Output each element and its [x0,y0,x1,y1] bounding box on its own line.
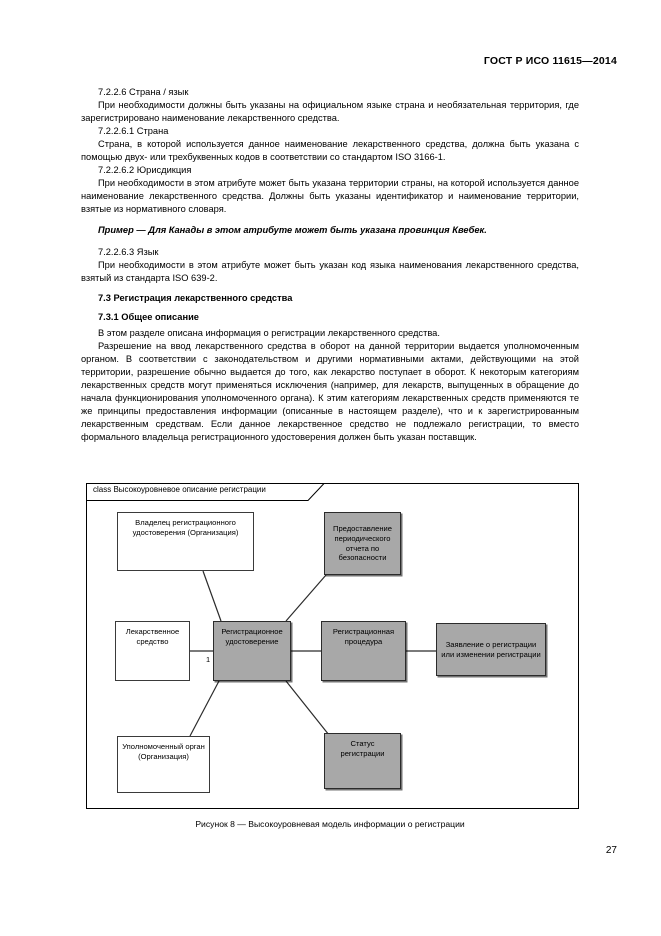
node-label: Статус регистрации [340,739,385,758]
node-medicinal-product[interactable] [115,621,190,681]
node-label: Владелец регистрационного удостоверения (Организация) [132,518,239,537]
clause-number-7-2-2-6: 7.2.2.6 Страна / язык [98,87,189,97]
node-registration-procedure[interactable] [321,621,406,681]
section-heading-7-3-1: 7.3.1 Общее описание [98,311,199,322]
paragraph-7-3-1-intro: В этом разделе описана информация о регистрации лекарственного средства. [98,327,440,338]
node-registration-application[interactable] [436,623,546,676]
node-periodic-safety-report[interactable] [324,512,401,575]
node-label: Регистрационная процедура [332,627,395,646]
page-number: 27 [605,845,617,856]
running-head: ГОСТ Р ИСО 11615—2014 [483,55,617,67]
clause-text-7-2-2-6-1: Страна, в которой используется данное наименование лекарственного средства, должна быть указана с помощью двух- или трехбуквенных кодов в соответствии со стандартом ISO 3166-1. [81,139,579,163]
clause-text-7-2-2-6-2: При необходимости в этом атрибуте может быть указана территории страны, на которой используется данное наименование лекарственного средства. Должны быть указаны идентификатор и наименование территории, взятые из нормативного словаря. [81,178,579,215]
node-label: Предоставление периодического отчета по безопасности [333,524,392,563]
paragraph-7-3-1-main: Разрешение на ввод лекарственного средства в оборот на данной территории выдается уполномоченным органом. В соответствии с законодательством и другими нормативными актами, действующими на этой территории, разрешение обычно выдается до того, как лекарство поступает в оборот. К некоторым категориям лекарственных средств могут применяться исключения (например, для лекарств, выпущенных в обращение до начала функционирования уполномоченного органа). К этим категориям лекарственных средств применяются те же принципы предоставления информации (описанные в настоящем разделе), что и к зарегистрированным лекарственным средствам. Если данное лекарственное средство не подлежало регистрации, то вместо формального владельца регистрационного удостоверения должен быть указан поставщик. [81,340,579,443]
clause-text-7-2-2-6-3: При необходимости в этом атрибуте может быть указан код языка наименования лекарственного средства, взятый из стандарта ISO 639-2. [81,259,579,283]
spacer [81,238,579,246]
node-label: Лекарственное средство [125,627,180,646]
node-competent-authority[interactable] [117,736,210,793]
section-heading-7-3: 7.3 Регистрация лекарственного средства [98,292,293,303]
text-column [81,86,579,444]
node-label: Заявление о регистрации или изменении регистрации [441,639,541,659]
multiplicity-label: 1 [206,655,211,664]
clause-text-7-2-2-6: При необходимости должны быть указаны на официальном языке страна и необязательная территория, где зарегистрировано наименование лекарственного средства. [81,100,579,124]
example-note: Пример — Для Канады в этом атрибуте может быть указана провинция Квебек. [98,225,487,236]
spacer [81,216,579,224]
clause-number-7-2-2-6-1: 7.2.2.6.1 Страна [98,126,169,137]
node-marketing-authorisation-holder[interactable] [117,512,254,571]
node-registration-status[interactable] [324,733,401,789]
spacer [81,285,579,292]
node-label: Уполномоченный орган (Организация) [122,742,205,761]
frame-label: class Высокоуровневое описание регистрации [93,485,266,494]
node-label: Регистрационное удостоверение [221,627,283,646]
clause-number-7-2-2-6-3: 7.2.2.6.3 Язык [98,246,159,257]
figure-8 [86,483,579,809]
clause-number-7-2-2-6-2: 7.2.2.6.2 Юрисдикция [98,165,192,176]
node-marketing-authorisation[interactable] [213,621,291,681]
figure-caption: Рисунок 8 — Высокоуровневая модель информации о регистрации [195,819,465,829]
